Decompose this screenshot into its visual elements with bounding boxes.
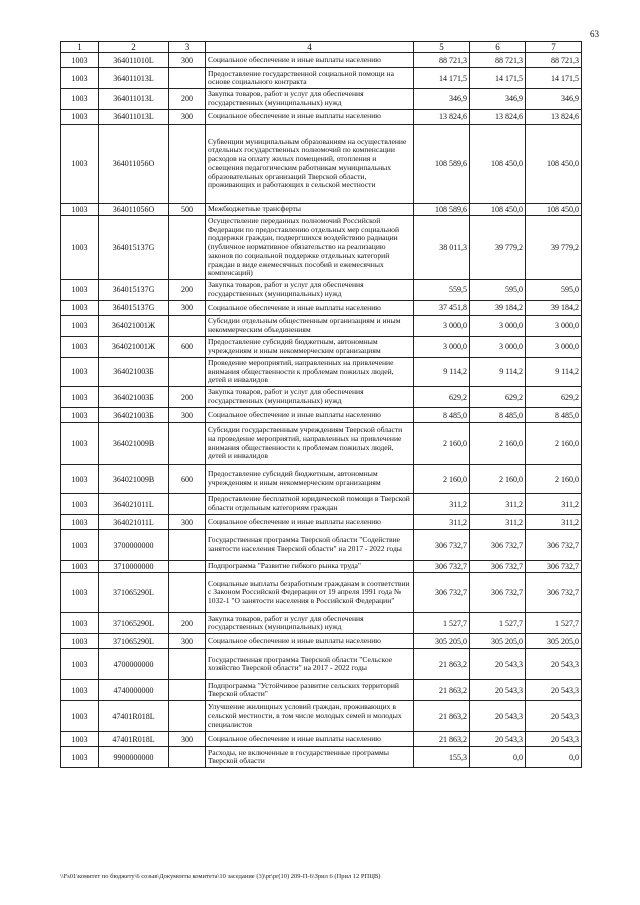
expense-type-cell (169, 215, 206, 279)
amount-2020-cell: 3 000,0 (414, 337, 470, 358)
page-number: 63 (590, 29, 599, 39)
target-article-cell: 364021003Б (99, 408, 169, 423)
section-code-cell: 1003 (61, 494, 99, 515)
amount-2020-cell: 3 000,0 (414, 316, 470, 337)
target-article-cell: 364021011L (99, 515, 169, 530)
item-name-cell: Социальное обеспечение и иные выплаты населению (206, 634, 414, 649)
section-code-cell: 1003 (61, 465, 99, 494)
section-code-cell: 1003 (61, 408, 99, 423)
table-row (61, 109, 582, 124)
amount-2022-cell: 1 527,7 (526, 613, 582, 634)
table-row (61, 337, 582, 358)
amount-2020-cell: 8 485,0 (414, 408, 470, 423)
item-name-cell: Подпрограмма "Устойчивое развитие сельских территорий Тверской области" (206, 680, 414, 701)
amount-2022-cell: 305 205,0 (526, 634, 582, 649)
expense-type-cell: 300 (169, 732, 206, 747)
expense-type-cell (169, 701, 206, 732)
amount-2021-cell: 8 485,0 (470, 408, 526, 423)
amount-2021-cell: 88 721,3 (470, 53, 526, 68)
amount-2020-cell: 9 114,2 (414, 358, 470, 387)
table-row (61, 358, 582, 387)
amount-2020-cell: 346,9 (414, 89, 470, 109)
amount-2020-cell: 306 732,7 (414, 573, 470, 613)
section-code-cell: 1003 (61, 203, 99, 215)
item-name-cell: Социальное обеспечение и иные выплаты населению (206, 109, 414, 124)
amount-2021-cell: 595,0 (470, 280, 526, 301)
table-row (61, 613, 582, 634)
item-name-cell: Социальное обеспечение и иные выплаты населению (206, 301, 414, 316)
amount-2022-cell: 20 543,3 (526, 732, 582, 747)
section-code-cell: 1003 (61, 423, 99, 465)
col-header-7: 7 (526, 42, 582, 53)
expense-type-cell: 200 (169, 280, 206, 301)
amount-2022-cell: 88 721,3 (526, 53, 582, 68)
expense-type-cell: 300 (169, 301, 206, 316)
item-name-cell: Проведение мероприятий, направленных на привлечение внимания общественности к проблемам пожилых людей, детей и инвалидов (206, 358, 414, 387)
amount-2021-cell: 9 114,2 (470, 358, 526, 387)
table-row (61, 530, 582, 561)
table-row (61, 515, 582, 530)
amount-2022-cell: 0,0 (526, 747, 582, 768)
target-article-cell: 364011010L (99, 53, 169, 68)
target-article-cell: 371065290L (99, 613, 169, 634)
amount-2020-cell: 306 732,7 (414, 530, 470, 561)
table-row (61, 634, 582, 649)
amount-2020-cell: 305 205,0 (414, 634, 470, 649)
col-header-6: 6 (470, 42, 526, 53)
amount-2020-cell: 306 732,7 (414, 561, 470, 573)
section-code-cell: 1003 (61, 387, 99, 408)
expense-type-cell (169, 494, 206, 515)
section-code-cell: 1003 (61, 515, 99, 530)
amount-2021-cell: 108 450,0 (470, 124, 526, 203)
amount-2020-cell: 14 171,5 (414, 68, 470, 89)
section-code-cell: 1003 (61, 613, 99, 634)
table-row (61, 465, 582, 494)
amount-2022-cell: 108 450,0 (526, 203, 582, 215)
item-name-cell: Закупка товаров, работ и услуг для обеспечения государственных (муниципальных) нужд (206, 89, 414, 109)
amount-2021-cell: 108 450,0 (470, 203, 526, 215)
item-name-cell: Подпрограмма "Развитие гибкого рынка труда" (206, 561, 414, 573)
amount-2021-cell: 306 732,7 (470, 573, 526, 613)
section-code-cell: 1003 (61, 732, 99, 747)
item-name-cell: Расходы, не включенные в государственные программы Тверской области (206, 747, 414, 768)
item-name-cell: Закупка товаров, работ и услуг для обеспечения государственных (муниципальных) нужд (206, 280, 414, 301)
amount-2022-cell: 14 171,5 (526, 68, 582, 89)
amount-2021-cell: 3 000,0 (470, 337, 526, 358)
table-header-row (61, 42, 582, 53)
item-name-cell: Социальное обеспечение и иные выплаты населению (206, 53, 414, 68)
amount-2020-cell: 108 589,6 (414, 203, 470, 215)
amount-2021-cell: 0,0 (470, 747, 526, 768)
expense-type-cell (169, 124, 206, 203)
amount-2020-cell: 629,2 (414, 387, 470, 408)
section-code-cell: 1003 (61, 89, 99, 109)
expense-type-cell (169, 316, 206, 337)
expense-type-cell: 600 (169, 337, 206, 358)
target-article-cell: 371065290L (99, 634, 169, 649)
table-row (61, 68, 582, 89)
amount-2020-cell: 155,3 (414, 747, 470, 768)
item-name-cell: Предоставление субсидий бюджетным, автономным учреждениям и иным некоммерческим организациям (206, 465, 414, 494)
amount-2020-cell: 2 160,0 (414, 423, 470, 465)
amount-2022-cell: 13 824,6 (526, 109, 582, 124)
amount-2020-cell: 13 824,6 (414, 109, 470, 124)
amount-2021-cell: 20 543,3 (470, 680, 526, 701)
expense-type-cell: 300 (169, 109, 206, 124)
section-code-cell: 1003 (61, 124, 99, 203)
amount-2022-cell: 108 450,0 (526, 124, 582, 203)
table-row (61, 301, 582, 316)
amount-2022-cell: 311,2 (526, 515, 582, 530)
target-article-cell: 364015137G (99, 280, 169, 301)
target-article-cell: 4740000000 (99, 680, 169, 701)
section-code-cell: 1003 (61, 337, 99, 358)
item-name-cell: Субвенции муниципальным образованиям на осуществление отдельных государственных полномочий по компенсации расходов на оплату жилых помещений, отопления и освещения педагогическим работникам муниципальных образовательных организаций Тверской области, проживающих и работающих в сельской местности (206, 124, 414, 203)
table-row (61, 747, 582, 768)
amount-2022-cell: 2 160,0 (526, 465, 582, 494)
amount-2020-cell: 37 451,8 (414, 301, 470, 316)
expense-type-cell: 300 (169, 515, 206, 530)
table-row (61, 494, 582, 515)
target-article-cell: 364021011L (99, 494, 169, 515)
item-name-cell: Осуществление переданных полномочий Российской Федерации по предоставлению отдельных мер социальной поддержки граждан, подвергшихся воздействию радиации (публичное нормативное обязательство на реализацию законов по социальной поддержке отдельных категорий граждан в виде ежемесячных пособий и ежемесячных компенсаций) (206, 215, 414, 279)
expense-type-cell (169, 649, 206, 680)
amount-2022-cell: 3 000,0 (526, 316, 582, 337)
table-row (61, 53, 582, 68)
target-article-cell: 364021001Ж (99, 337, 169, 358)
amount-2021-cell: 311,2 (470, 515, 526, 530)
amount-2021-cell: 13 824,6 (470, 109, 526, 124)
amount-2021-cell: 346,9 (470, 89, 526, 109)
amount-2020-cell: 311,2 (414, 494, 470, 515)
target-article-cell: 364011013L (99, 89, 169, 109)
amount-2022-cell: 39 779,2 (526, 215, 582, 279)
amount-2021-cell: 20 543,3 (470, 649, 526, 680)
item-name-cell: Субсидии государственным учреждениям Тверской области на проведение мероприятий, направленных на привлечение внимания общественности к проблемам пожилых людей, детей и инвалидов (206, 423, 414, 465)
amount-2022-cell: 346,9 (526, 89, 582, 109)
item-name-cell: Закупка товаров, работ и услуг для обеспечения государственных (муниципальных) нужд (206, 613, 414, 634)
target-article-cell: 364021009В (99, 465, 169, 494)
item-name-cell: Предоставление бесплатной юридической помощи в Тверской области отдельным категориям граждан (206, 494, 414, 515)
item-name-cell: Предоставление государственной социальной помощи на основе социального контракта (206, 68, 414, 89)
col-header-3: 3 (169, 42, 206, 53)
item-name-cell: Государственная программа Тверской области "Содействие занятости населения Тверской области" на 2017 - 2022 годы (206, 530, 414, 561)
target-article-cell: 9900000000 (99, 747, 169, 768)
target-article-cell: 364011056O (99, 124, 169, 203)
expense-type-cell (169, 680, 206, 701)
section-code-cell: 1003 (61, 561, 99, 573)
amount-2022-cell: 20 543,3 (526, 701, 582, 732)
table-row (61, 732, 582, 747)
amount-2022-cell: 20 543,3 (526, 649, 582, 680)
amount-2021-cell: 14 171,5 (470, 68, 526, 89)
table-row (61, 203, 582, 215)
amount-2020-cell: 38 011,3 (414, 215, 470, 279)
target-article-cell: 4700000000 (99, 649, 169, 680)
amount-2021-cell: 1 527,7 (470, 613, 526, 634)
target-article-cell: 371065290L (99, 573, 169, 613)
table-row (61, 408, 582, 423)
amount-2022-cell: 8 485,0 (526, 408, 582, 423)
target-article-cell: 364011013L (99, 109, 169, 124)
section-code-cell: 1003 (61, 301, 99, 316)
amount-2021-cell: 306 732,7 (470, 530, 526, 561)
section-code-cell: 1003 (61, 747, 99, 768)
expense-type-cell: 500 (169, 203, 206, 215)
expense-type-cell: 300 (169, 634, 206, 649)
target-article-cell: 3710000000 (99, 561, 169, 573)
amount-2021-cell: 2 160,0 (470, 423, 526, 465)
amount-2020-cell: 108 589,6 (414, 124, 470, 203)
expense-type-cell (169, 747, 206, 768)
item-name-cell: Государственная программа Тверской области "Сельское хозяйство Тверской области" на 2017 - 2022 годы (206, 649, 414, 680)
file-path-footer: \\Fs01\комитет по бюджету\6 созыв\Документы комитета\10 заседание (3)\pr\pr(10) 209-П-6\Зрил 6 (Прил 12 РПЦВ) (60, 873, 381, 880)
item-name-cell: Социальное обеспечение и иные выплаты населению (206, 732, 414, 747)
amount-2022-cell: 306 732,7 (526, 561, 582, 573)
target-article-cell: 47401R018L (99, 732, 169, 747)
expense-type-cell: 300 (169, 53, 206, 68)
expense-type-cell (169, 68, 206, 89)
amount-2020-cell: 21 863,2 (414, 649, 470, 680)
amount-2022-cell: 3 000,0 (526, 337, 582, 358)
amount-2022-cell: 306 732,7 (526, 530, 582, 561)
table-row (61, 124, 582, 203)
target-article-cell: 47401R018L (99, 701, 169, 732)
target-article-cell: 364015137G (99, 215, 169, 279)
amount-2021-cell: 311,2 (470, 494, 526, 515)
amount-2022-cell: 9 114,2 (526, 358, 582, 387)
target-article-cell: 364011013L (99, 68, 169, 89)
item-name-cell: Улучшение жилищных условий граждан, проживающих в сельской местности, в том числе молодых семей и молодых специалистов (206, 701, 414, 732)
section-code-cell: 1003 (61, 215, 99, 279)
amount-2021-cell: 3 000,0 (470, 316, 526, 337)
section-code-cell: 1003 (61, 280, 99, 301)
expense-type-cell: 200 (169, 387, 206, 408)
item-name-cell: Субсидии отдельным общественным организациям и иным некоммерческим объединениям (206, 316, 414, 337)
col-header-4: 4 (206, 42, 414, 53)
table-row (61, 649, 582, 680)
budget-table (60, 41, 582, 768)
table-row (61, 701, 582, 732)
section-code-cell: 1003 (61, 530, 99, 561)
section-code-cell: 1003 (61, 634, 99, 649)
amount-2021-cell: 306 732,7 (470, 561, 526, 573)
target-article-cell: 364021003Б (99, 358, 169, 387)
expense-type-cell (169, 423, 206, 465)
table-row (61, 561, 582, 573)
amount-2020-cell: 2 160,0 (414, 465, 470, 494)
section-code-cell: 1003 (61, 701, 99, 732)
table-row (61, 89, 582, 109)
target-article-cell: 364021001Ж (99, 316, 169, 337)
item-name-cell: Закупка товаров, работ и услуг для обеспечения государственных (муниципальных) нужд (206, 387, 414, 408)
amount-2020-cell: 1 527,7 (414, 613, 470, 634)
item-name-cell: Социальное обеспечение и иные выплаты населению (206, 515, 414, 530)
item-name-cell: Социальные выплаты безработным гражданам в соответствии с Законом Российской Федерации от 19 апреля 1991 года № 1032-1 "О занятости населения в Российской Федерации" (206, 573, 414, 613)
amount-2022-cell: 20 543,3 (526, 680, 582, 701)
amount-2020-cell: 559,5 (414, 280, 470, 301)
target-article-cell: 364021003Б (99, 387, 169, 408)
table-row (61, 215, 582, 279)
amount-2022-cell: 311,2 (526, 494, 582, 515)
expense-type-cell: 200 (169, 89, 206, 109)
table-row (61, 680, 582, 701)
amount-2022-cell: 629,2 (526, 387, 582, 408)
col-header-5: 5 (414, 42, 470, 53)
amount-2022-cell: 595,0 (526, 280, 582, 301)
amount-2020-cell: 21 863,2 (414, 732, 470, 747)
amount-2021-cell: 20 543,3 (470, 701, 526, 732)
item-name-cell: Межбюджетные трансферты (206, 203, 414, 215)
amount-2022-cell: 39 184,2 (526, 301, 582, 316)
target-article-cell: 364011056O (99, 203, 169, 215)
amount-2020-cell: 21 863,2 (414, 701, 470, 732)
amount-2021-cell: 2 160,0 (470, 465, 526, 494)
table-body (61, 53, 582, 768)
expense-type-cell: 200 (169, 613, 206, 634)
col-header-2: 2 (99, 42, 169, 53)
section-code-cell: 1003 (61, 109, 99, 124)
section-code-cell: 1003 (61, 680, 99, 701)
section-code-cell: 1003 (61, 573, 99, 613)
col-header-1: 1 (61, 42, 99, 53)
expense-type-cell: 600 (169, 465, 206, 494)
amount-2021-cell: 629,2 (470, 387, 526, 408)
section-code-cell: 1003 (61, 649, 99, 680)
amount-2022-cell: 2 160,0 (526, 423, 582, 465)
section-code-cell: 1003 (61, 316, 99, 337)
amount-2021-cell: 39 184,2 (470, 301, 526, 316)
expense-type-cell (169, 561, 206, 573)
expense-type-cell (169, 573, 206, 613)
expense-type-cell: 300 (169, 408, 206, 423)
table-row (61, 387, 582, 408)
target-article-cell: 364021009В (99, 423, 169, 465)
amount-2020-cell: 88 721,3 (414, 53, 470, 68)
amount-2021-cell: 305 205,0 (470, 634, 526, 649)
section-code-cell: 1003 (61, 358, 99, 387)
amount-2021-cell: 20 543,3 (470, 732, 526, 747)
expense-type-cell (169, 530, 206, 561)
target-article-cell: 364015137G (99, 301, 169, 316)
expense-type-cell (169, 358, 206, 387)
amount-2021-cell: 39 779,2 (470, 215, 526, 279)
section-code-cell: 1003 (61, 53, 99, 68)
table-row (61, 280, 582, 301)
table-row (61, 316, 582, 337)
amount-2022-cell: 306 732,7 (526, 573, 582, 613)
amount-2020-cell: 311,2 (414, 515, 470, 530)
target-article-cell: 3700000000 (99, 530, 169, 561)
amount-2020-cell: 21 863,2 (414, 680, 470, 701)
table-row (61, 423, 582, 465)
table-row (61, 573, 582, 613)
item-name-cell: Социальное обеспечение и иные выплаты населению (206, 408, 414, 423)
section-code-cell: 1003 (61, 68, 99, 89)
item-name-cell: Предоставление субсидий бюджетным, автономным учреждениям и иным некоммерческим организациям (206, 337, 414, 358)
